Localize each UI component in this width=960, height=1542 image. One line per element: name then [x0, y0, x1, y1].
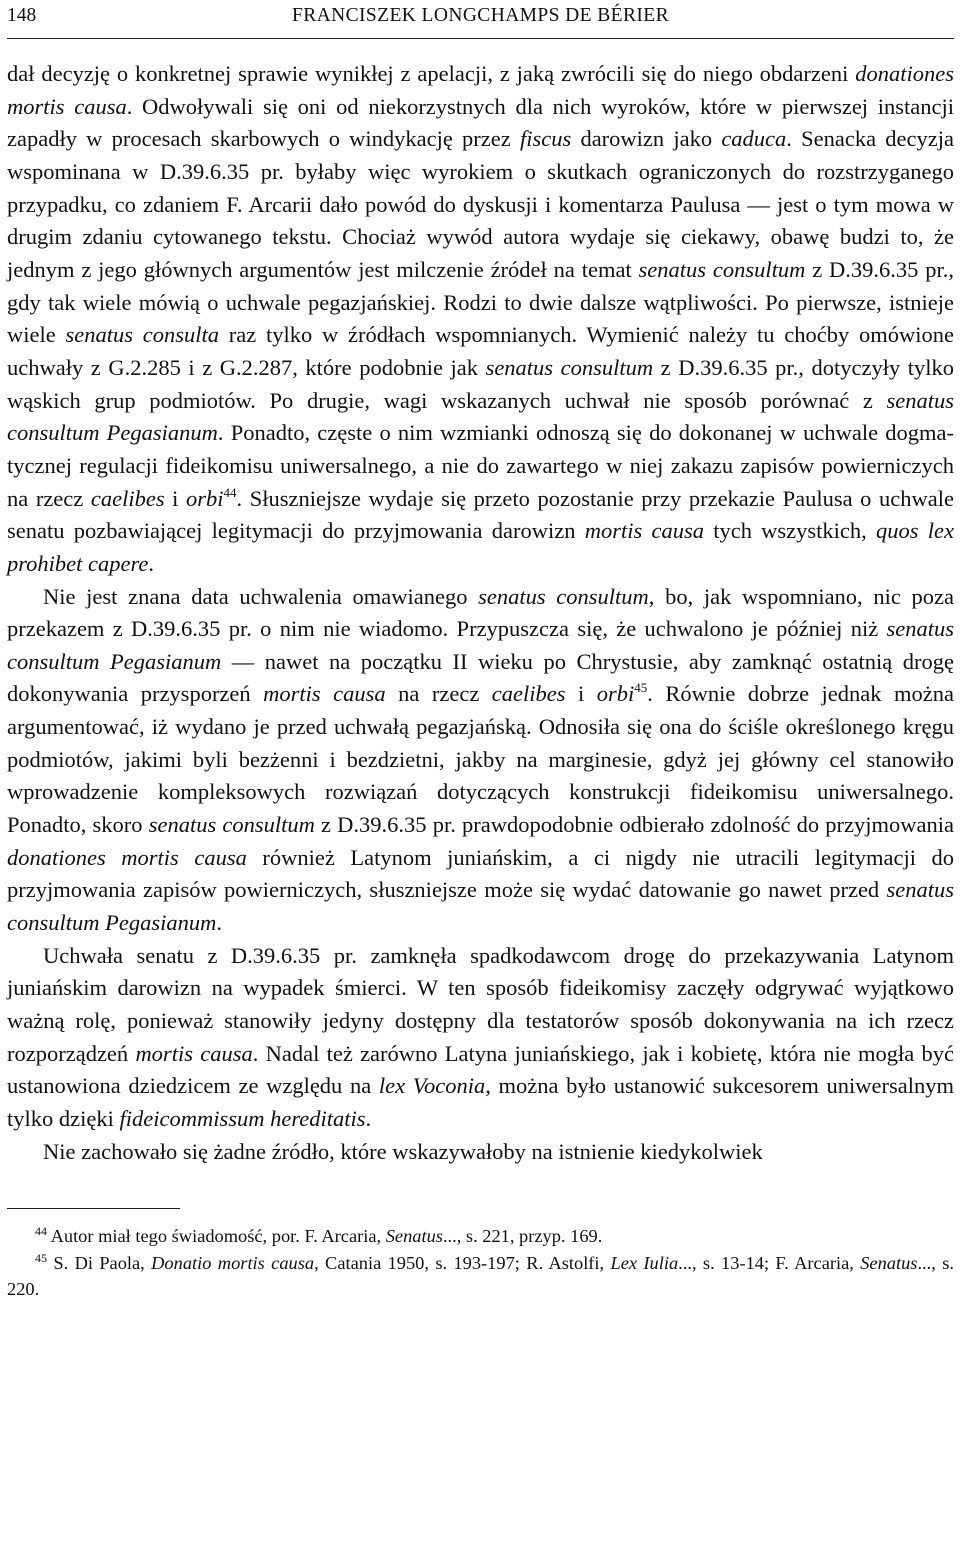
- italic-term: lex Voconia: [378, 1073, 486, 1099]
- text-run: . Senacka decyzja wspominana w D.39.6.35 pr. byłaby więc wyrokiem o skutkach ograniczonych do rozstrzyganego przypadku, co zdaniem F. Arcarii dało powód do dyskusji i komentarza Paulusa — jest o tym mowa w drugim zdaniu cytowanego tekstu. Chociaż wywód autora wydaje się ciekawy, obawę budzi to, że jednym z jego głównych argumentów jest milczenie źródeł na temat: [7, 126, 954, 282]
- text-run: .: [216, 910, 222, 936]
- italic-term: Senatus: [860, 1252, 918, 1273]
- italic-term: donationes mortis causa: [7, 844, 247, 870]
- text-run: na rzecz: [385, 681, 492, 707]
- italic-term: senatus consultum: [478, 583, 649, 609]
- text-run: ..., s. 221, przyp. 169.: [442, 1226, 603, 1247]
- text-run: ..., s. 220.: [7, 1252, 954, 1300]
- italic-term: Senatus: [385, 1226, 443, 1247]
- text-run: . Równie dobrze jednak można argumentować, iż wydano je przed uchwałą pegazjańską. Odnosiła się ona do ściśle określonego kręgu podmiotów, jakimi byli bezżenni i bezdzietni, jakby na marginesie, gdyż jej główny cel stanowiło wprowadzenie kompleksowych rozwiązań dotyczących konstrukcji fideikomisu uniwersalnego. Ponadto, skoro: [7, 681, 954, 838]
- footnote-reference: 45: [634, 680, 648, 696]
- text-run: tych wszystkich,: [703, 518, 877, 544]
- italic-term: senatus consultum: [485, 354, 654, 380]
- footnote-reference: 44: [223, 484, 237, 500]
- text-run: z D.39.6.35 pr., gdy tak wiele mówią o uchwale pegazjańskiej. Rodzi to dwie dalsze wątpliwości. Po pierwsze, istnieje wiele: [7, 256, 955, 348]
- text-run: z D.39.6.35 pr. prawdopodobnie odbierało zdolność do przyjmowania: [314, 812, 954, 838]
- italic-term: senatus consultum Pegasianum: [7, 877, 954, 936]
- text-run: i: [164, 485, 186, 511]
- running-title: FRANCISZEK LONGCHAMPS DE BÉRIER: [292, 5, 669, 26]
- paragraph: [7, 58, 954, 581]
- text-run: Uchwała senatu z D.39.6.35 pr. zamknęła spadkodawcom drogę do przekazywania Latynom juniańskim darowizn na wypadek śmierci. W ten sposób fideikomisy zaczęły odgrywać wyjątkowo ważną rolę, ponieważ stanowiły jedyny dostępny dla testatorów sposób dokonywania na ich rzecz rozporządzeń: [7, 942, 954, 1066]
- text-run: , bo, jak wspomniano, nic poza przekazem z D.39.6.35 pr. o nim nie wiadomo. Przypuszcza się, że uchwalono je później niż: [7, 583, 954, 642]
- paragraph: [7, 1136, 954, 1169]
- italic-term: fiscus: [519, 126, 572, 152]
- text-run: — nawet na początku II wieku po Chrystusie, aby zamknąć ostatnią drogę dokonywania przysporzeń: [7, 648, 955, 707]
- footnote: [7, 1223, 954, 1250]
- italic-term: senatus consultum: [638, 256, 806, 282]
- text-run: . Nadal też zarówno Latyna juniańskiego, jak i kobietę, która nie mogła być ustanowiona dziedzicem ze względu na: [7, 1040, 954, 1099]
- footnote-number: 44: [35, 1224, 47, 1239]
- text-run: raz tylko w źródłach wspomnianych. Wymienić należy tu choćby omówione uchwały z G.2.285 i z G.2.287, które podobnie jak: [7, 322, 954, 380]
- text-run: . Ponadto, częste o nim wzmianki odnoszą się do dokonanej w uchwale dogmatycznej regulacji fideikomisu uniwersalnego, a nie do zawartego w niej zakazu zapisów powierniczych na rzecz: [7, 420, 954, 511]
- text-run: . Słuszniejsze wydaje się przeto pozostanie przy przekazie Paulusa o uchwale senatu pozbawiającej legitymacji do przyjmowania darowizn: [7, 485, 954, 544]
- text-run: dał decyzję o konkretnej sprawie wynikłej z apelacji, z jaką zwrócili się do niego obdarzeni: [7, 61, 856, 86]
- italic-term: donationes mortis causa: [7, 61, 954, 119]
- footnote-number: 45: [35, 1250, 47, 1265]
- text-run: Nie jest znana data uchwalenia omawianego: [43, 583, 479, 609]
- italic-term: Donatio mortis causa: [151, 1252, 315, 1273]
- text-run: darowizn jako: [571, 126, 722, 152]
- italic-term: fideicommissum hereditatis: [119, 1106, 366, 1131]
- text-run: również Latynom juniańskim, a ci nigdy nie utracili legitymacji do przyjmowania zapisów powierniczych, słuszniejsze może się wydać datowanie go nawet przed: [7, 844, 954, 903]
- text-run: S. Di Paola,: [53, 1252, 152, 1273]
- running-header: [7, 0, 954, 39]
- italic-term: caelibes: [90, 485, 165, 511]
- italic-term: caelibes: [491, 681, 566, 707]
- italic-term: senatus consultum: [148, 812, 315, 838]
- italic-term: senatus consultum Pegasianum: [7, 387, 954, 446]
- text-run: . Odwoływali się oni od niekorzystnych dla nich wyroków, które w pierwszej instancji zapadły w procesach skarbowych o windykację przez: [7, 93, 954, 152]
- text-run: i: [565, 681, 597, 707]
- text-run: , można było ustanowić sukcesorem uniwersalnym tylko dzięki: [7, 1073, 955, 1131]
- paragraph: [7, 581, 954, 940]
- italic-term: Lex Iulia: [610, 1252, 679, 1273]
- italic-term: senatus consultum Pegasianum: [7, 616, 954, 674]
- italic-term: orbi: [186, 485, 224, 511]
- paragraph: [7, 940, 954, 1136]
- italic-term: quos lex prohibet capere: [7, 518, 954, 576]
- text-run: .: [148, 550, 155, 576]
- italic-term: caduca: [721, 126, 787, 152]
- page-number: 148: [7, 5, 37, 26]
- italic-term: mortis causa: [263, 681, 386, 707]
- text-run: .: [365, 1106, 372, 1131]
- italic-term: mortis causa: [584, 518, 704, 544]
- footnotes: [7, 1223, 954, 1303]
- italic-term: senatus consulta: [65, 322, 219, 348]
- body-text: [7, 58, 954, 1168]
- text-run: ..., s. 13-14; F. Arcaria,: [678, 1252, 861, 1273]
- text-run: , Catania 1950, s. 193-197; R. Astolfi,: [314, 1252, 611, 1273]
- text-run: z D.39.6.35 pr., dotyczyły tylko wąskich grup podmiotów. Po drugie, wagi wskazanych uchwał nie sposób porównać z: [7, 354, 955, 413]
- footnote-separator: [7, 1208, 180, 1209]
- text-run: Autor miał tego świadomość, por. F. Arcaria,: [50, 1226, 386, 1247]
- italic-term: mortis causa: [135, 1040, 253, 1066]
- footnote: [7, 1250, 954, 1303]
- text-run: Nie zachowało się żadne źródło, które wskazywałoby na istnienie kiedykolwiek: [43, 1138, 763, 1164]
- italic-term: orbi: [596, 681, 635, 707]
- document-page: [7, 0, 954, 1303]
